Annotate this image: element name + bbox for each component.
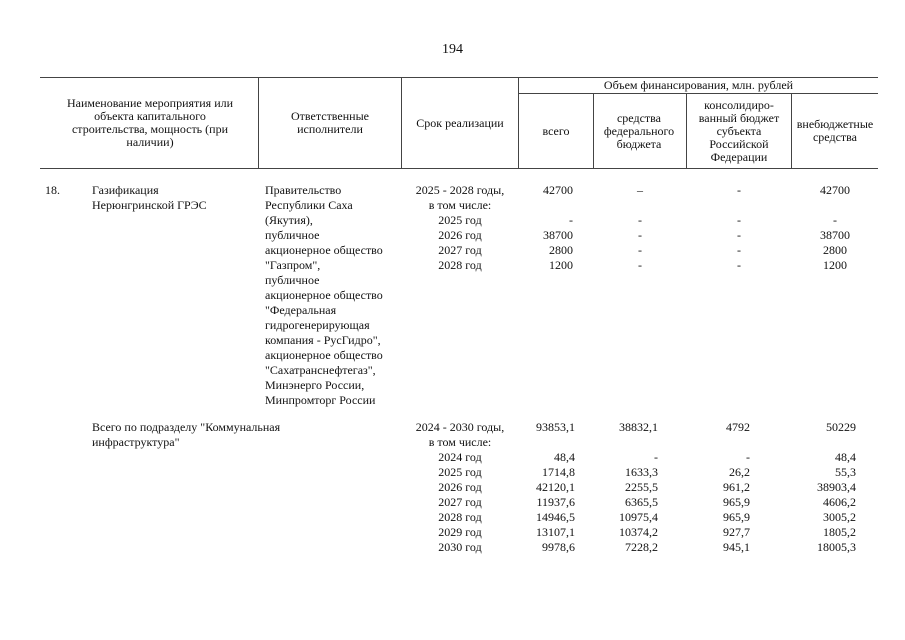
- cell-line: 2025 - 2028 годы,: [415, 183, 505, 197]
- cell-line: 42700: [543, 183, 573, 197]
- cell-line: [687, 198, 791, 213]
- cell-line: 2025 год: [438, 465, 482, 479]
- cell-line: 42120,1: [536, 480, 575, 494]
- cell-line: 10374,2: [619, 525, 658, 539]
- cell-line: публичное: [265, 273, 320, 287]
- subtotal-period: [402, 420, 518, 555]
- cell-line: Нерюнгринской ГРЭС: [92, 198, 207, 212]
- row-federal: [594, 183, 686, 273]
- cell-line: "Сахатранснефтегаз",: [265, 363, 376, 377]
- subtotal-name: [92, 420, 280, 450]
- cell-line: [594, 198, 686, 213]
- cell-line: 2030 год: [438, 540, 482, 554]
- cell-line: 11937,6: [536, 495, 575, 509]
- cell-line: -: [638, 228, 642, 242]
- cell-line: [594, 435, 658, 450]
- header-bottom-border: [40, 168, 878, 169]
- subtotal-total: [519, 420, 575, 555]
- cell-line: в том числе:: [428, 198, 492, 212]
- cell-line: 48,4: [554, 450, 575, 464]
- cell-line: 4792: [726, 420, 750, 434]
- cell-line: 4606,2: [823, 495, 856, 509]
- cell-line: 7228,2: [625, 540, 658, 554]
- header-funding-group: Объем финансирования, млн. рублей: [603, 78, 794, 92]
- cell-line: [792, 435, 856, 450]
- cell-line: [519, 435, 575, 450]
- cell-line: гидрогенерирующая: [265, 318, 370, 332]
- cell-line: 1805,2: [823, 525, 856, 539]
- cell-line: 2027 год: [438, 495, 482, 509]
- cell-line: инфраструктура": [92, 435, 180, 449]
- cell-line: -: [638, 243, 642, 257]
- cell-line: [792, 198, 878, 213]
- cell-line: 2024 - 2030 годы,: [415, 420, 505, 434]
- cell-line: (Якутия),: [265, 213, 313, 227]
- cell-line: 14946,5: [536, 510, 575, 524]
- cell-line: 2255,5: [625, 480, 658, 494]
- cell-line: Республики Саха: [265, 198, 353, 212]
- cell-line: 18005,3: [817, 540, 856, 554]
- cell-line: Всего по подразделу "Коммунальная: [92, 420, 281, 434]
- cell-line: 2025 год: [438, 213, 482, 227]
- cell-line: 927,7: [723, 525, 750, 539]
- cell-line: -: [737, 258, 741, 272]
- cell-line: 965,9: [723, 510, 750, 524]
- cell-line: 961,2: [723, 480, 750, 494]
- cell-line: 2024 год: [438, 450, 482, 464]
- cell-line: -: [746, 450, 750, 464]
- cell-line: Газификация: [92, 183, 159, 197]
- page-number: 194: [442, 42, 463, 57]
- cell-line: 1714,8: [542, 465, 575, 479]
- subtotal-regional: [687, 420, 750, 555]
- cell-line: 48,4: [835, 450, 856, 464]
- header-period: Срок реализации: [416, 115, 504, 130]
- cell-line: "Федеральная: [265, 303, 337, 317]
- cell-line: 6365,5: [625, 495, 658, 509]
- cell-line: 965,9: [723, 495, 750, 509]
- column-divider: [258, 77, 259, 168]
- cell-line: компания - РусГидро",: [265, 333, 381, 347]
- row-regional: [687, 183, 791, 273]
- cell-line: 2029 год: [438, 525, 482, 539]
- cell-line: в том числе:: [428, 435, 492, 449]
- row-number: 18.: [45, 183, 60, 197]
- cell-line: 2026 год: [438, 228, 482, 242]
- cell-line: 1200: [549, 258, 573, 272]
- cell-line: 2028 год: [438, 510, 482, 524]
- cell-line: -: [569, 213, 573, 227]
- cell-line: 42700: [820, 183, 850, 197]
- cell-line: публичное: [265, 228, 320, 242]
- cell-line: 50229: [826, 420, 856, 434]
- cell-line: –: [637, 183, 643, 197]
- cell-line: -: [638, 258, 642, 272]
- cell-line: Правительство: [265, 183, 342, 197]
- cell-line: 13107,1: [536, 525, 575, 539]
- cell-line: 10975,4: [619, 510, 658, 524]
- header-name: Наименование мероприятия или объекта капитального строительства, мощность (при наличии): [66, 96, 234, 149]
- row-executors: [265, 183, 383, 408]
- cell-line: -: [737, 213, 741, 227]
- header-executors: Ответственные исполнители: [291, 109, 369, 136]
- cell-line: Минпромторг России: [265, 393, 376, 407]
- cell-line: [519, 198, 573, 213]
- cell-line: 1200: [823, 258, 847, 272]
- subtotal-federal: [594, 420, 658, 555]
- cell-line: -: [737, 183, 741, 197]
- cell-line: 2027 год: [438, 243, 482, 257]
- cell-line: "Газпром",: [265, 258, 321, 272]
- header-extrabudget: внебюджетные средства: [796, 117, 874, 144]
- cell-line: 945,1: [723, 540, 750, 554]
- cell-line: [687, 435, 750, 450]
- row-total: [519, 183, 573, 273]
- cell-line: 3005,2: [823, 510, 856, 524]
- cell-line: акционерное общество: [265, 288, 383, 302]
- header-regional: консолидиро-ванный бюджет субъекта Российской Федерации: [698, 97, 780, 164]
- cell-line: Минэнерго России,: [265, 378, 365, 392]
- cell-line: 55,3: [835, 465, 856, 479]
- cell-line: -: [833, 213, 837, 227]
- header-total: всего: [542, 123, 570, 138]
- header-federal: средства федерального бюджета: [603, 110, 675, 151]
- cell-line: 38832,1: [619, 420, 658, 434]
- cell-line: 9978,6: [542, 540, 575, 554]
- row-period: [402, 183, 518, 273]
- cell-line: 38700: [543, 228, 573, 242]
- cell-line: 2800: [823, 243, 847, 257]
- cell-line: 93853,1: [536, 420, 575, 434]
- row-name: [92, 183, 207, 213]
- cell-line: -: [737, 228, 741, 242]
- cell-line: акционерное общество: [265, 348, 383, 362]
- cell-line: 2800: [549, 243, 573, 257]
- cell-line: 1633,3: [625, 465, 658, 479]
- cell-line: 2028 год: [438, 258, 482, 272]
- cell-line: 26,2: [729, 465, 750, 479]
- cell-line: 2026 год: [438, 480, 482, 494]
- cell-line: акционерное общество: [265, 243, 383, 257]
- cell-line: -: [654, 450, 658, 464]
- cell-line: 38700: [820, 228, 850, 242]
- row-extrabudget: [792, 183, 878, 273]
- subtotal-extrabudget: [792, 420, 856, 555]
- cell-line: 38903,4: [817, 480, 856, 494]
- cell-line: -: [638, 213, 642, 227]
- cell-line: -: [737, 243, 741, 257]
